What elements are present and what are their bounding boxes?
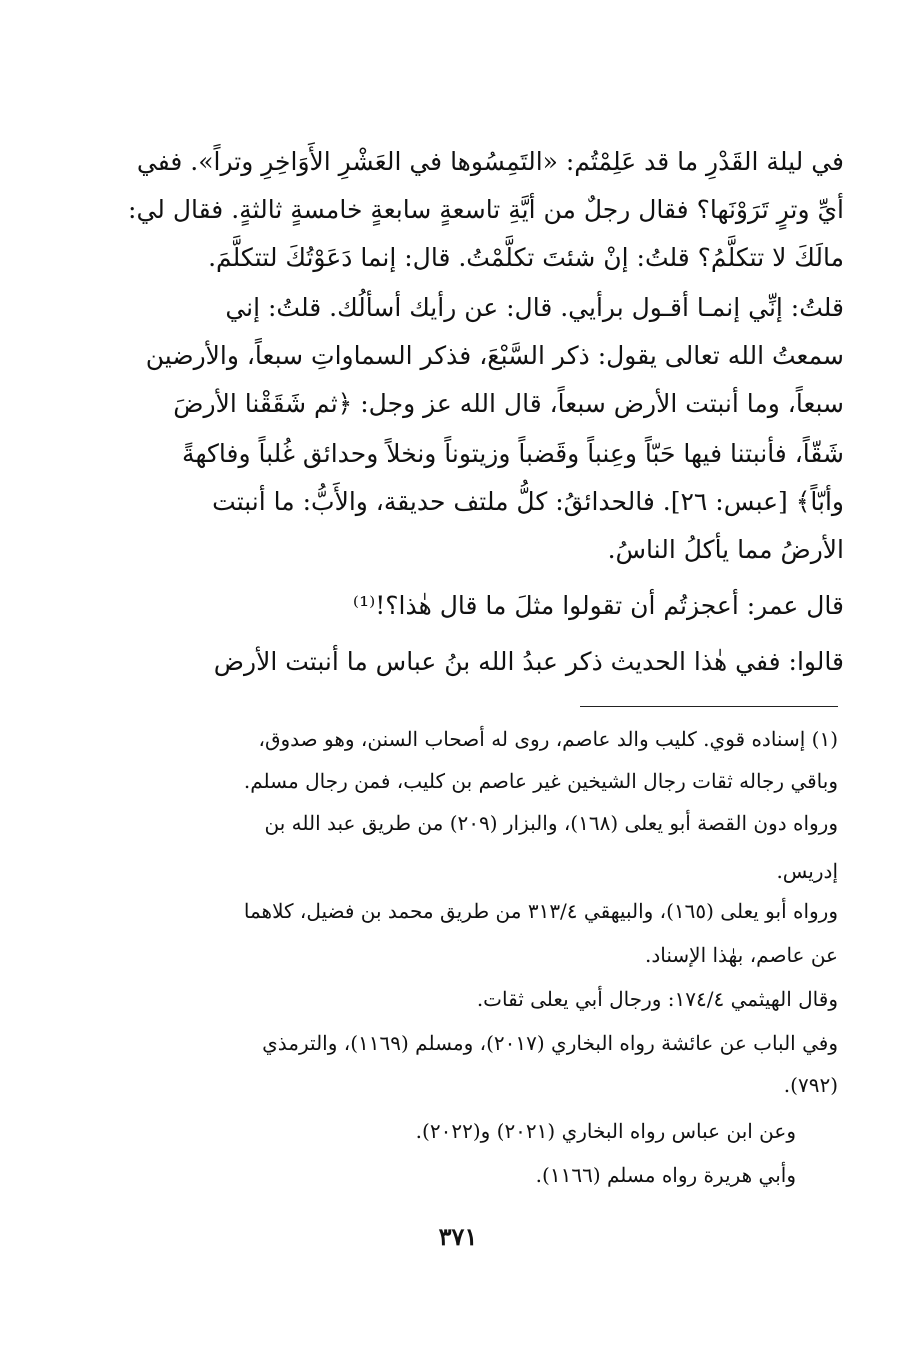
footnote-line-10: وعن ابن عباس رواه البخاري (٢٠٢١) و(٢٠٢٢). — [415, 1119, 796, 1143]
footnote-separator — [580, 706, 838, 707]
main-line-10: قال عمر: أعجزتُم أن تقولوا مثلَ ما قال هٰذا؟!⁽¹⁾ — [352, 591, 844, 620]
main-line-1: في ليلة القَدْرِ ما قد عَلِمْتُم: «التَمِسُوها في العَشْرِ الأَوَاخِرِ وتراً». ففي — [136, 147, 844, 176]
main-line-3: مالَكَ لا تتكلَّمُ؟ قلتُ: إنْ شئتَ تكلَّمْتُ. قال: إنما دَعَوْتُكَ لتتكلَّمَ. — [208, 243, 844, 272]
footnote-line-3: ورواه دون القصة أبو يعلى (١٦٨)، والبزار (٢٠٩) من طريق عبد الله بن — [264, 811, 838, 835]
main-line-11: قالوا: ففي هٰذا الحديث ذكر عبدُ الله بنُ عباس ما أنبتت الأرض — [213, 647, 844, 676]
page-number: ٣٧١ — [438, 1222, 478, 1251]
main-line-8: وأبّاً﴾ [عبس: ٢٦]. فالحدائقُ: كلُّ ملتف حديقة، والأَبُّ: ما أنبتت — [212, 487, 844, 516]
main-line-9: الأرضُ مما يأكلُ الناسُ. — [607, 535, 844, 564]
footnote-line-1: (١) إسناده قوي. كليب والد عاصم، روى له أصحاب السنن، وهو صدوق، — [258, 727, 838, 751]
main-line-4: قلتُ: إنِّي إنمـا أقـول برأيي. قال: عن رأيك أسألُك. قلتُ: إني — [225, 293, 844, 322]
footnote-line-7: وقال الهيثمي ١٧٤/٤: ورجال أبي يعلى ثقات. — [476, 987, 838, 1011]
footnote-line-5: ورواه أبو يعلى (١٦٥)، والبيهقي ٣١٣/٤ من طريق محمد بن فضيل، كلاهما — [243, 899, 838, 923]
footnote-line-9: (٧٩٢). — [783, 1073, 838, 1097]
footnote-line-6: عن عاصم، بهٰذا الإسناد. — [645, 943, 838, 967]
main-line-2: أيِّ وترٍ تَرَوْنَها؟ فقال رجلٌ من أيَّةِ تاسعةٍ سابعةٍ خامسةٍ ثالثةٍ. فقال لي: — [128, 195, 844, 224]
footnote-line-8: وفي الباب عن عائشة رواه البخاري (٢٠١٧)، ومسلم (١١٦٩)، والترمذي — [262, 1031, 838, 1055]
main-line-7: شَقّاً، فأنبتنا فيها حَبّاً وعِنباً وقَضباً وزيتوناً ونخلاً وحدائق غُلباً وفاكهةً — [182, 439, 844, 468]
main-line-5: سمعتُ الله تعالى يقول: ذكر السَّبْعَ، فذكر السماواتِ سبعاً، والأرضين — [145, 341, 844, 370]
main-line-6: سبعاً، وما أنبتت الأرض سبعاً، قال الله عز وجل: ﴿ثم شَقَقْنا الأرضَ — [173, 389, 844, 418]
footnote-line-11: وأبي هريرة رواه مسلم (١١٦٦). — [535, 1163, 796, 1187]
footnote-line-4: إدريس. — [776, 859, 838, 883]
footnote-line-2: وباقي رجاله ثقات رجال الشيخين غير عاصم بن كليب، فمن رجال مسلم. — [243, 769, 838, 793]
